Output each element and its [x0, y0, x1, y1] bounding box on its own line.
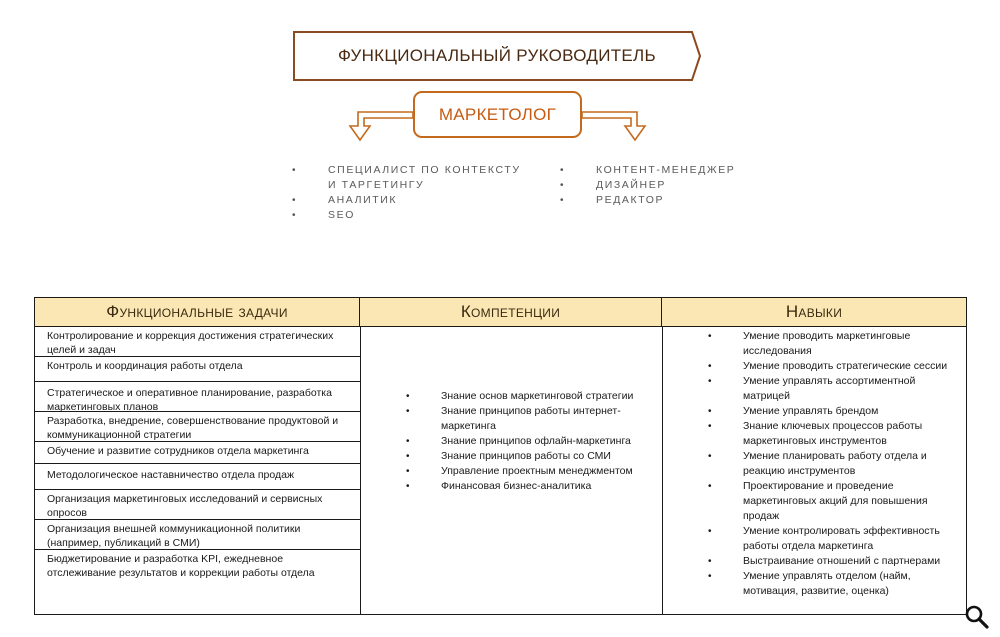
- bullet-icon: •: [560, 165, 566, 176]
- bullet-icon: •: [406, 391, 410, 402]
- list-item: • СПЕЦИАЛИСТ ПО КОНТЕКСТУ И ТАРГЕТИНГУ: [292, 164, 521, 191]
- header-tasks: Функциональные задачи: [35, 298, 360, 327]
- bullet-icon: •: [406, 466, 410, 477]
- banner-title: ФУНКЦИОНАЛЬНЫЙ РУКОВОДИТЕЛЬ: [338, 46, 656, 65]
- roles-right-list: [560, 163, 760, 208]
- list-item: • КОНТЕНТ-МЕНЕДЖЕР: [560, 164, 736, 176]
- competencies-list: [406, 389, 656, 494]
- list-item: • Умение управлять отделом (найм, мотивация, развитие, оценка): [708, 570, 911, 597]
- bullet-icon: •: [292, 165, 298, 176]
- table-row: Организация внешней коммуникационной политики (например, публикаций в СМИ): [35, 520, 360, 550]
- list-item: • РЕДАКТОР: [560, 194, 665, 206]
- bullet-icon: •: [708, 421, 712, 432]
- table-row: Бюджетирование и разработка KPI, ежедневное отслеживание результатов и коррекции работы отдела: [47, 553, 315, 579]
- list-item: • Проектирование и проведение маркетинговых акций для повышения продаж: [708, 480, 928, 522]
- left-arrow-icon: [350, 112, 413, 140]
- table-row: Контролирование и коррекция достижения стратегических целей и задач: [35, 327, 360, 357]
- bullet-icon: •: [292, 210, 298, 221]
- top-banner: [292, 30, 702, 82]
- list-item: • Умение контролировать эффективность работы отдела маркетинга: [708, 525, 940, 552]
- list-item: • Умение управлять ассортиментной матрицей: [708, 375, 916, 402]
- table-row: Стратегическое и оперативное планирование, разработка маркетинговых планов: [35, 382, 360, 412]
- bullet-icon: •: [708, 376, 712, 387]
- list-item: • Знание принципов офлайн-маркетинга: [406, 435, 631, 447]
- list-item: • Знание ключевых процессов работы маркетинговых инструментов: [708, 420, 923, 447]
- list-item: • Умение управлять брендом: [708, 405, 879, 417]
- bullet-icon: •: [560, 195, 566, 206]
- list-item: • АНАЛИТИК: [292, 194, 398, 206]
- list-item: • ДИЗАЙНЕР: [560, 179, 666, 191]
- bullet-icon: •: [406, 481, 410, 492]
- table-row: Обучение и развитие сотрудников отдела маркетинга: [35, 442, 360, 464]
- header-competencies: Компетенции: [360, 298, 662, 327]
- list-item: • SEO: [292, 209, 355, 221]
- bullet-icon: •: [708, 331, 712, 342]
- bullet-icon: •: [708, 571, 712, 582]
- bullet-icon: •: [708, 556, 712, 567]
- bullet-icon: •: [708, 526, 712, 537]
- header-skills: Навыки: [662, 298, 966, 327]
- list-item: • Управление проектным менеджментом: [406, 465, 633, 477]
- roles-left-list: [292, 163, 532, 223]
- role-box: МАРКЕТОЛОГ: [413, 91, 582, 138]
- right-arrow-icon: [582, 112, 645, 140]
- tasks-column: [35, 327, 360, 612]
- bullet-icon: •: [406, 406, 410, 417]
- list-item: • Финансовая бизнес-аналитика: [406, 480, 592, 492]
- list-item: • Выстраивание отношений с партнерами: [708, 555, 941, 567]
- bullet-icon: •: [292, 195, 298, 206]
- magnifier-icon[interactable]: [964, 604, 990, 630]
- table-row: Разработка, внедрение, совершенствование продуктовой и коммуникационной стратегии: [35, 412, 360, 442]
- bullet-icon: •: [406, 451, 410, 462]
- list-item: • Знание принципов работы со СМИ: [406, 450, 611, 462]
- competencies-column: [360, 327, 662, 615]
- list-item: • Умение проводить маркетинговые исследования: [708, 330, 911, 357]
- bullet-icon: •: [560, 180, 566, 191]
- bullet-icon: •: [708, 361, 712, 372]
- divider: [662, 327, 663, 614]
- list-item: • Знание основ маркетинговой стратегии: [406, 390, 634, 402]
- bullet-icon: •: [708, 481, 712, 492]
- list-item: • Умение проводить стратегические сессии: [708, 360, 948, 372]
- table-row: Контроль и координация работы отдела: [35, 357, 360, 382]
- table-row: Организация маркетинговых исследований и сервисных опросов: [35, 490, 360, 520]
- list-item: • Знание принципов работы интернет-маркетинга: [406, 405, 621, 432]
- bullet-icon: •: [708, 406, 712, 417]
- bullet-icon: •: [708, 451, 712, 462]
- bullet-icon: •: [406, 436, 410, 447]
- table-row: Методологическое наставничество отдела продаж: [35, 464, 360, 490]
- skills-list: [708, 329, 960, 599]
- list-item: • Умение планировать работу отдела и реакцию инструментов: [708, 450, 927, 477]
- responsibilities-table: [34, 297, 967, 615]
